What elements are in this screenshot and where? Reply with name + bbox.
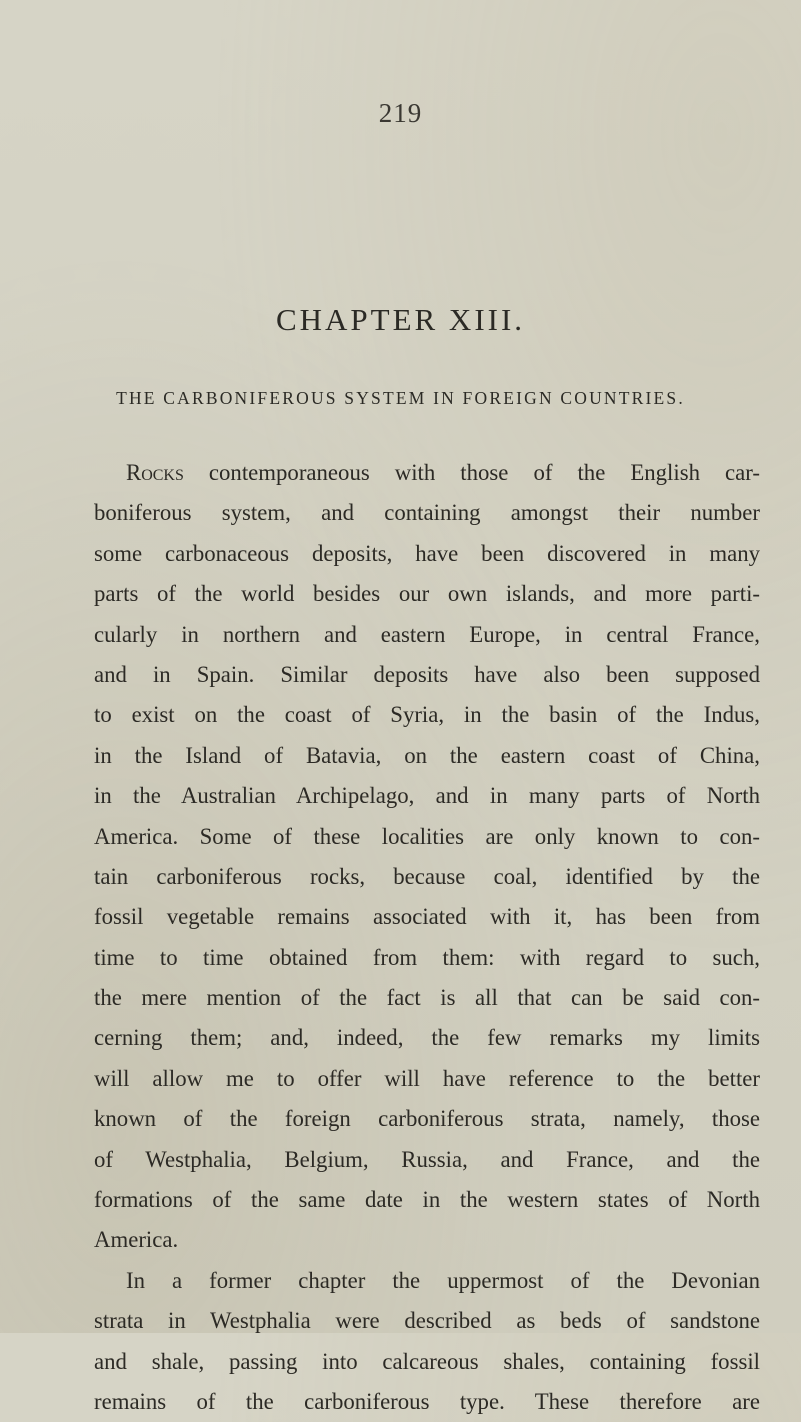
paragraph-line: some carbonaceous deposits, have been discovered in many bbox=[94, 540, 760, 566]
paragraph-line: of Westphalia, Belgium, Russia, and France, and the bbox=[94, 1146, 760, 1172]
paragraph-line: formations of the same date in the western states of North bbox=[94, 1187, 760, 1213]
paragraph-line: cerning them; and, indeed, the few remarks my limits bbox=[94, 1025, 760, 1051]
line-text: contemporaneous with those of the English car- bbox=[183, 460, 760, 485]
paragraph-line: time to time obtained from them: with regard to such, bbox=[94, 944, 760, 970]
paragraph-line: fossil vegetable remains associated with it, has been from bbox=[94, 904, 760, 930]
paragraph-line: will allow me to offer will have reference to the better bbox=[94, 1065, 760, 1091]
paragraph-line: strata in Westphalia were described as beds of sandstone bbox=[94, 1308, 760, 1334]
paragraph-line: and shale, passing into calcareous shales, containing fossil bbox=[94, 1348, 760, 1374]
chapter-title: CHAPTER XIII. bbox=[275, 302, 526, 337]
paragraph-line bbox=[94, 453, 760, 493]
paragraph-line: In a former chapter the uppermost of the Devonian bbox=[126, 1267, 760, 1293]
paragraph-line: cularly in northern and eastern Europe, in central France, bbox=[94, 621, 760, 647]
paragraph-line: known of the foreign carboniferous strata, namely, those bbox=[94, 1106, 760, 1132]
paragraph-line: to exist on the coast of Syria, in the basin of the Indus, bbox=[94, 702, 760, 728]
paragraph-line: tain carboniferous rocks, because coal, identified by the bbox=[94, 863, 760, 889]
body-text bbox=[94, 453, 760, 1422]
paragraph-line: parts of the world besides our own islands, and more parti- bbox=[94, 581, 760, 607]
paragraph-line: in the Island of Batavia, on the eastern coast of China, bbox=[94, 742, 760, 768]
first-word: Rocks bbox=[126, 460, 184, 485]
paragraph-line: in the Australian Archipelago, and in many parts of North bbox=[94, 783, 760, 809]
page-number: 219 bbox=[378, 98, 423, 128]
chapter-subtitle: THE CARBONIFEROUS SYSTEM IN FOREIGN COUNTRIES. bbox=[116, 388, 685, 408]
paragraph-line: remains of the carboniferous type. These therefore are bbox=[94, 1388, 760, 1414]
paragraph-line: and in Spain. Similar deposits have also been supposed bbox=[94, 661, 760, 687]
paragraph-line: America. Some of these localities are only known to con- bbox=[94, 823, 760, 849]
paragraph-line: boniferous system, and containing amongst their number bbox=[94, 500, 760, 526]
paragraph-line: America. bbox=[94, 1227, 179, 1253]
paragraph-line: the mere mention of the fact is all that can be said con- bbox=[94, 985, 760, 1011]
